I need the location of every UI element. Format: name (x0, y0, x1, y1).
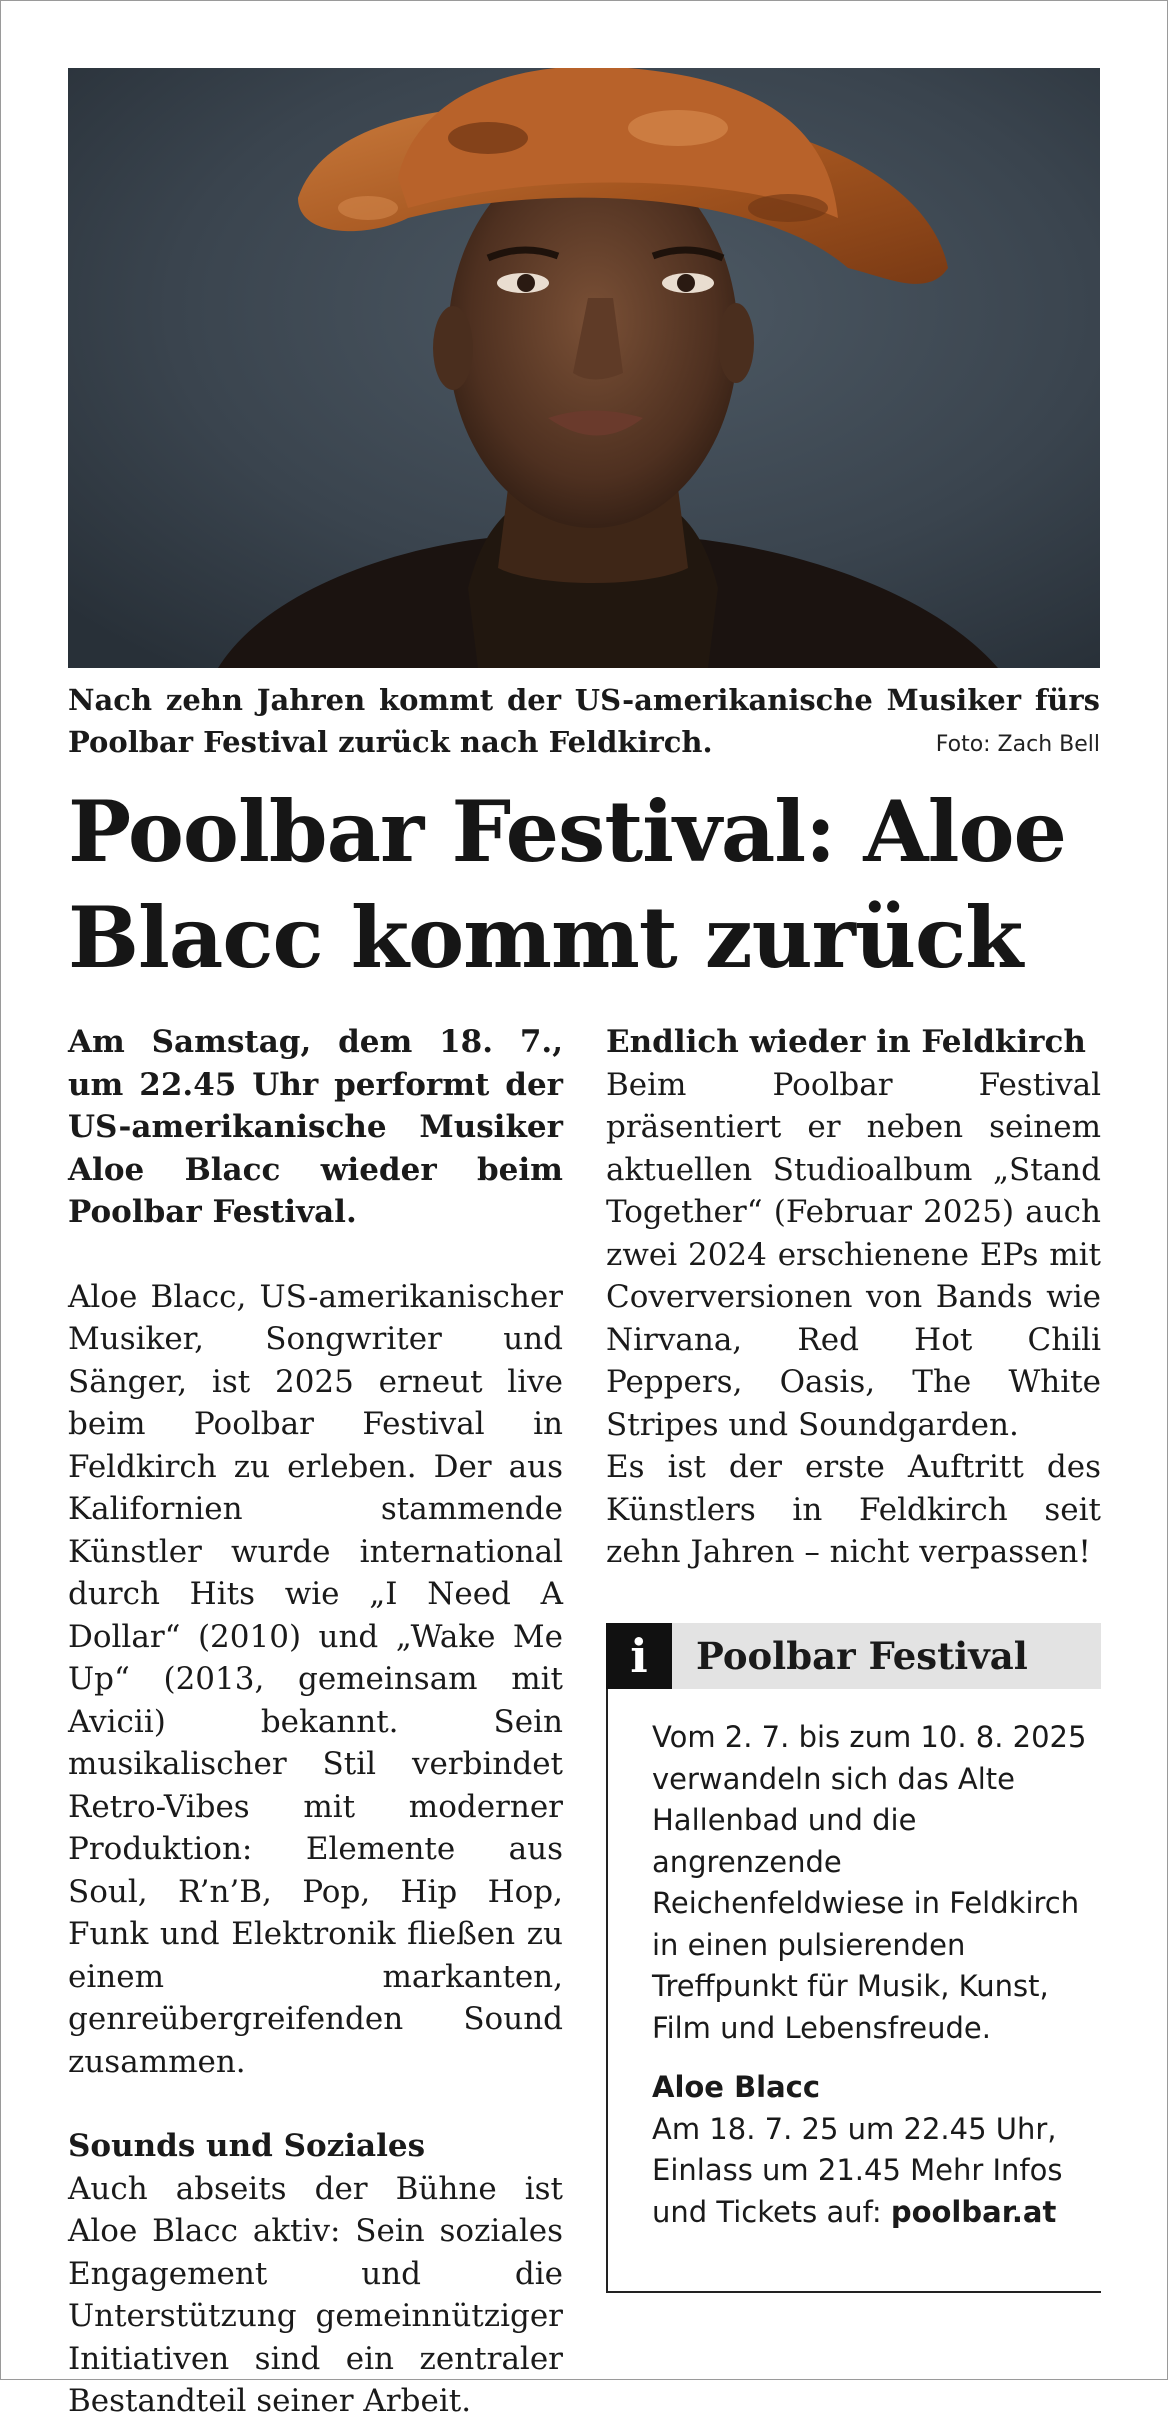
photo-credit: Foto: Zach Bell (935, 732, 1100, 757)
info-box-body (606, 1689, 1101, 2293)
info-icon: i (606, 1623, 672, 1689)
left-column (68, 1021, 563, 2423)
info-box (606, 1623, 1101, 2293)
article-headline: Poolbar Festival: Aloe Blacc kommt zurück (68, 782, 1066, 987)
right-column (606, 1021, 1101, 1574)
festival-link[interactable]: poolbar.at (890, 2194, 1057, 2229)
info-box-details-text: Am 18. 7. 25 um 22.45 Uhr, Einlass um 21.45 Mehr Infos und Tickets auf: (652, 2111, 1063, 2229)
article-lead: Am Samstag, dem 18. 7., um 22.45 Uhr performt der US-amerikanische Musiker Aloe Blacc wieder beim Poolbar Festival. (68, 1024, 563, 1230)
body-paragraph: Es ist der erste Auftritt des Künstlers in Feldkirch seit zehn Jahren – nicht verpassen! (606, 1449, 1101, 1570)
artist-photo (68, 68, 1100, 668)
body-paragraph: Auch abseits der Bühne ist Aloe Blacc aktiv: Sein soziales Engagement und die Unterstützung gemeinnütziger Initiativen sind ein zentraler Bestandteil seiner Arbeit. (68, 2170, 563, 2419)
portrait-illustration (68, 68, 1100, 668)
section-subhead: Sounds und Soziales (68, 2128, 426, 2164)
info-box-title: Poolbar Festival (696, 1634, 1028, 1678)
section-subhead: Endlich wieder in Feldkirch (606, 1024, 1086, 1060)
info-box-header (606, 1623, 1101, 1689)
body-paragraph: Beim Poolbar Festival präsentiert er neben seinem aktuellen Studioalbum „Stand Together“ (Februar 2025) auch zwei 2024 erschienene EPs mit Coverversionen von Bands wie Nirvana, Red Hot Chili Peppers, Oasis, The White Stripes und Soundgarden. (606, 1066, 1101, 1443)
info-box-subhead: Aloe Blacc (652, 2070, 821, 2104)
info-box-text: Vom 2. 7. bis zum 10. 8. 2025 verwandeln sich das Alte Hallenbad und die angrenzende Reichenfeldwiese in Feldkirch in einen pulsierenden Treffpunkt für Musik, Kunst, Film und Lebensfreude. (652, 1720, 1087, 2045)
info-box-details (652, 2109, 1091, 2234)
body-paragraph: Aloe Blacc, US-amerikanischer Musiker, Songwriter und Sänger, ist 2025 erneut live beim Poolbar Festival in Feldkirch zu erleben. Der aus Kalifornien stammende Künstler wurde international durch Hits wie „I Need A Dollar“ (2010) und „Wake Me Up“ (2013, gemeinsam mit Avicii) bekannt. Sein musikalischer Stil verbindet Retro-Vibes mit moderner Produktion: Elemente aus Soul, R’n’B, Pop, Hip Hop, Funk und Elektronik fließen zu einem markanten, genreübergreifenden Sound zusammen. (68, 1278, 563, 2080)
caption-text: Nach zehn Jahren kommt der US-amerikanische Musiker fürs Poolbar Festival zurück nach Feldkirch. (68, 683, 1100, 759)
